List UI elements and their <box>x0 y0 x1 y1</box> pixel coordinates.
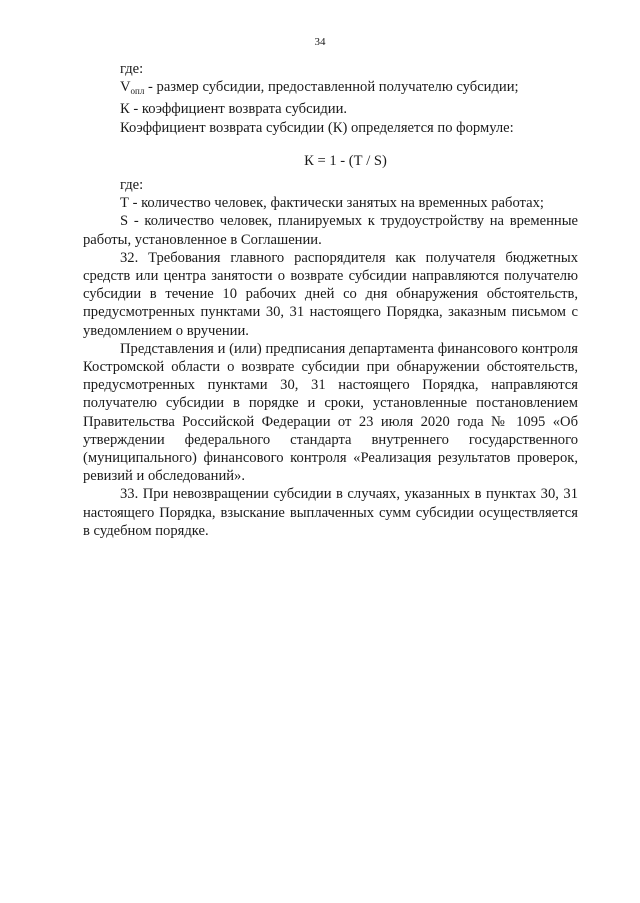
page-number: 34 <box>314 36 326 48</box>
v-description: - размер субсидии, предоставленной получателю субсидии; <box>144 79 519 96</box>
paragraph-representations: Представления и (или) предписания департамента финансового контроля Костромской области о возврате субсидии при обнаружении обстоятельств, предусмотренных пунктами 30, 31 настоящего Порядка, направляются получателю субсидии в порядке и сроки, установленные постановлением Правительства Российской Федерации от 23 июля 2020 года № 1095 «Об утверждении федерального стандарта внутреннего государственного (муниципального) финансового контроля «Реализация результатов проверок, ревизий и обследований». <box>83 340 578 485</box>
v-subscript: опл <box>130 86 145 97</box>
where-label-2: где: <box>120 177 144 194</box>
k-definition: К - коэффициент возврата субсидии. <box>120 101 348 118</box>
k-formula-intro: Коэффициент возврата субсидии (К) определяется по формуле: <box>120 119 514 136</box>
formula: К = 1 - (Т / S) <box>304 152 387 169</box>
document-body <box>83 60 578 540</box>
v-symbol: V <box>120 79 131 96</box>
t-definition: Т - количество человек, фактически занятых на временных работах; <box>120 195 544 212</box>
v-definition <box>83 78 578 100</box>
paragraph-32: 32. Требования главного распорядителя как получателя бюджетных средств или центра занятости о возврате субсидии направляются получателю субсидии в течение 10 рабочих дней со дня обнаружения обстоятельств, предусмотренных пунктами 30, 31 настоящего Порядка, заказным письмом с уведомлением о вручении. <box>83 249 578 339</box>
s-definition: S - количество человек, планируемых к трудоустройству на временные работы, установленное в Соглашении. <box>83 213 578 248</box>
paragraph-33: 33. При невозвращении субсидии в случаях, указанных в пунктах 30, 31 настоящего Порядка, взыскание выплаченных сумм субсидии осуществляется в судебном порядке. <box>83 486 578 539</box>
where-label-1: где: <box>120 61 144 77</box>
